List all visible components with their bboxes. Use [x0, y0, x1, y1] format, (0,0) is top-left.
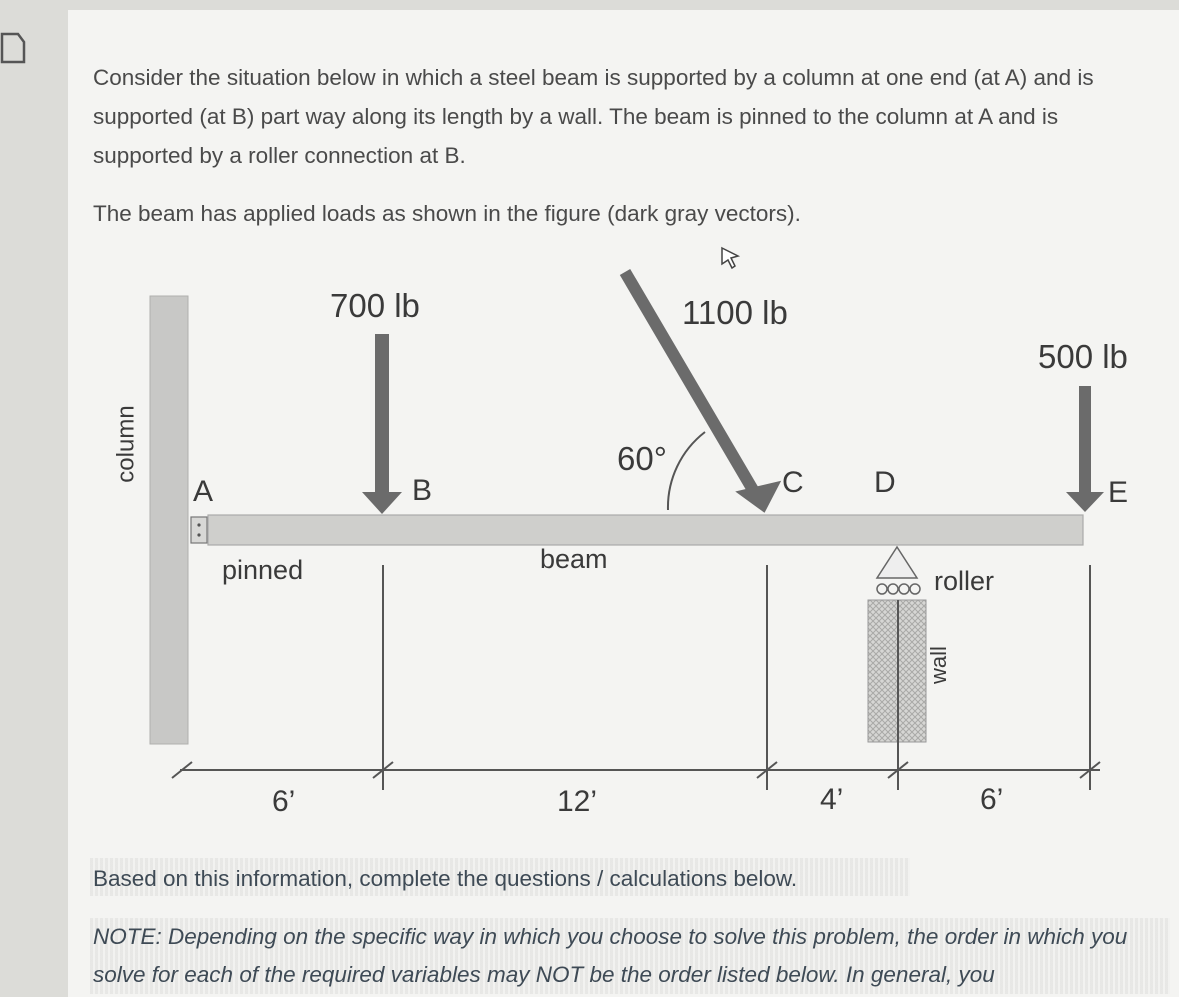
- dimension-lines: [172, 565, 1100, 790]
- point-label-E: E: [1108, 476, 1129, 509]
- load-vector-500: [1066, 386, 1104, 512]
- note-text: NOTE: Depending on the specific way in which you choose to solve this problem, the order in which you solve for each of the required variables may NOT be the order listed below. In general, you: [93, 924, 1128, 987]
- load-label-1100: 1100 lb: [682, 294, 788, 331]
- column: [150, 296, 188, 744]
- beam: [208, 515, 1083, 545]
- point-label-B: B: [412, 474, 433, 507]
- point-label-C: C: [782, 466, 804, 499]
- dimension-BC: 12’: [557, 785, 598, 818]
- column-label: column: [112, 405, 140, 483]
- beam-label: beam: [540, 544, 608, 574]
- roller-label: roller: [934, 566, 995, 596]
- wall-label: wall: [925, 646, 951, 684]
- intro-paragraph: Consider the situation below in which a steel beam is supported by a column at one end (at A) and is supported (at B) part way along its length by a wall. The beam is pinned to the column at A and is supported by a roller connection at B.: [93, 65, 1094, 168]
- load-label-500: 500 lb: [1038, 338, 1128, 375]
- point-label-D: D: [874, 466, 896, 499]
- load-vector-700: [362, 334, 402, 514]
- angle-label: 60°: [617, 440, 667, 477]
- dimension-CD: 4’: [820, 783, 844, 816]
- dimension-AB: 6’: [272, 785, 296, 818]
- roller-support: [877, 547, 920, 594]
- loads-paragraph: The beam has applied loads as shown in the figure (dark gray vectors).: [93, 201, 801, 226]
- load-label-700: 700 lb: [330, 287, 420, 324]
- pin-connector: [191, 517, 207, 543]
- dimension-DE: 6’: [980, 783, 1004, 816]
- angle-arc: [668, 432, 705, 510]
- instruction-text: Based on this information, complete the questions / calculations below.: [93, 866, 798, 891]
- point-label-A: A: [193, 475, 214, 508]
- pinned-label: pinned: [222, 555, 304, 585]
